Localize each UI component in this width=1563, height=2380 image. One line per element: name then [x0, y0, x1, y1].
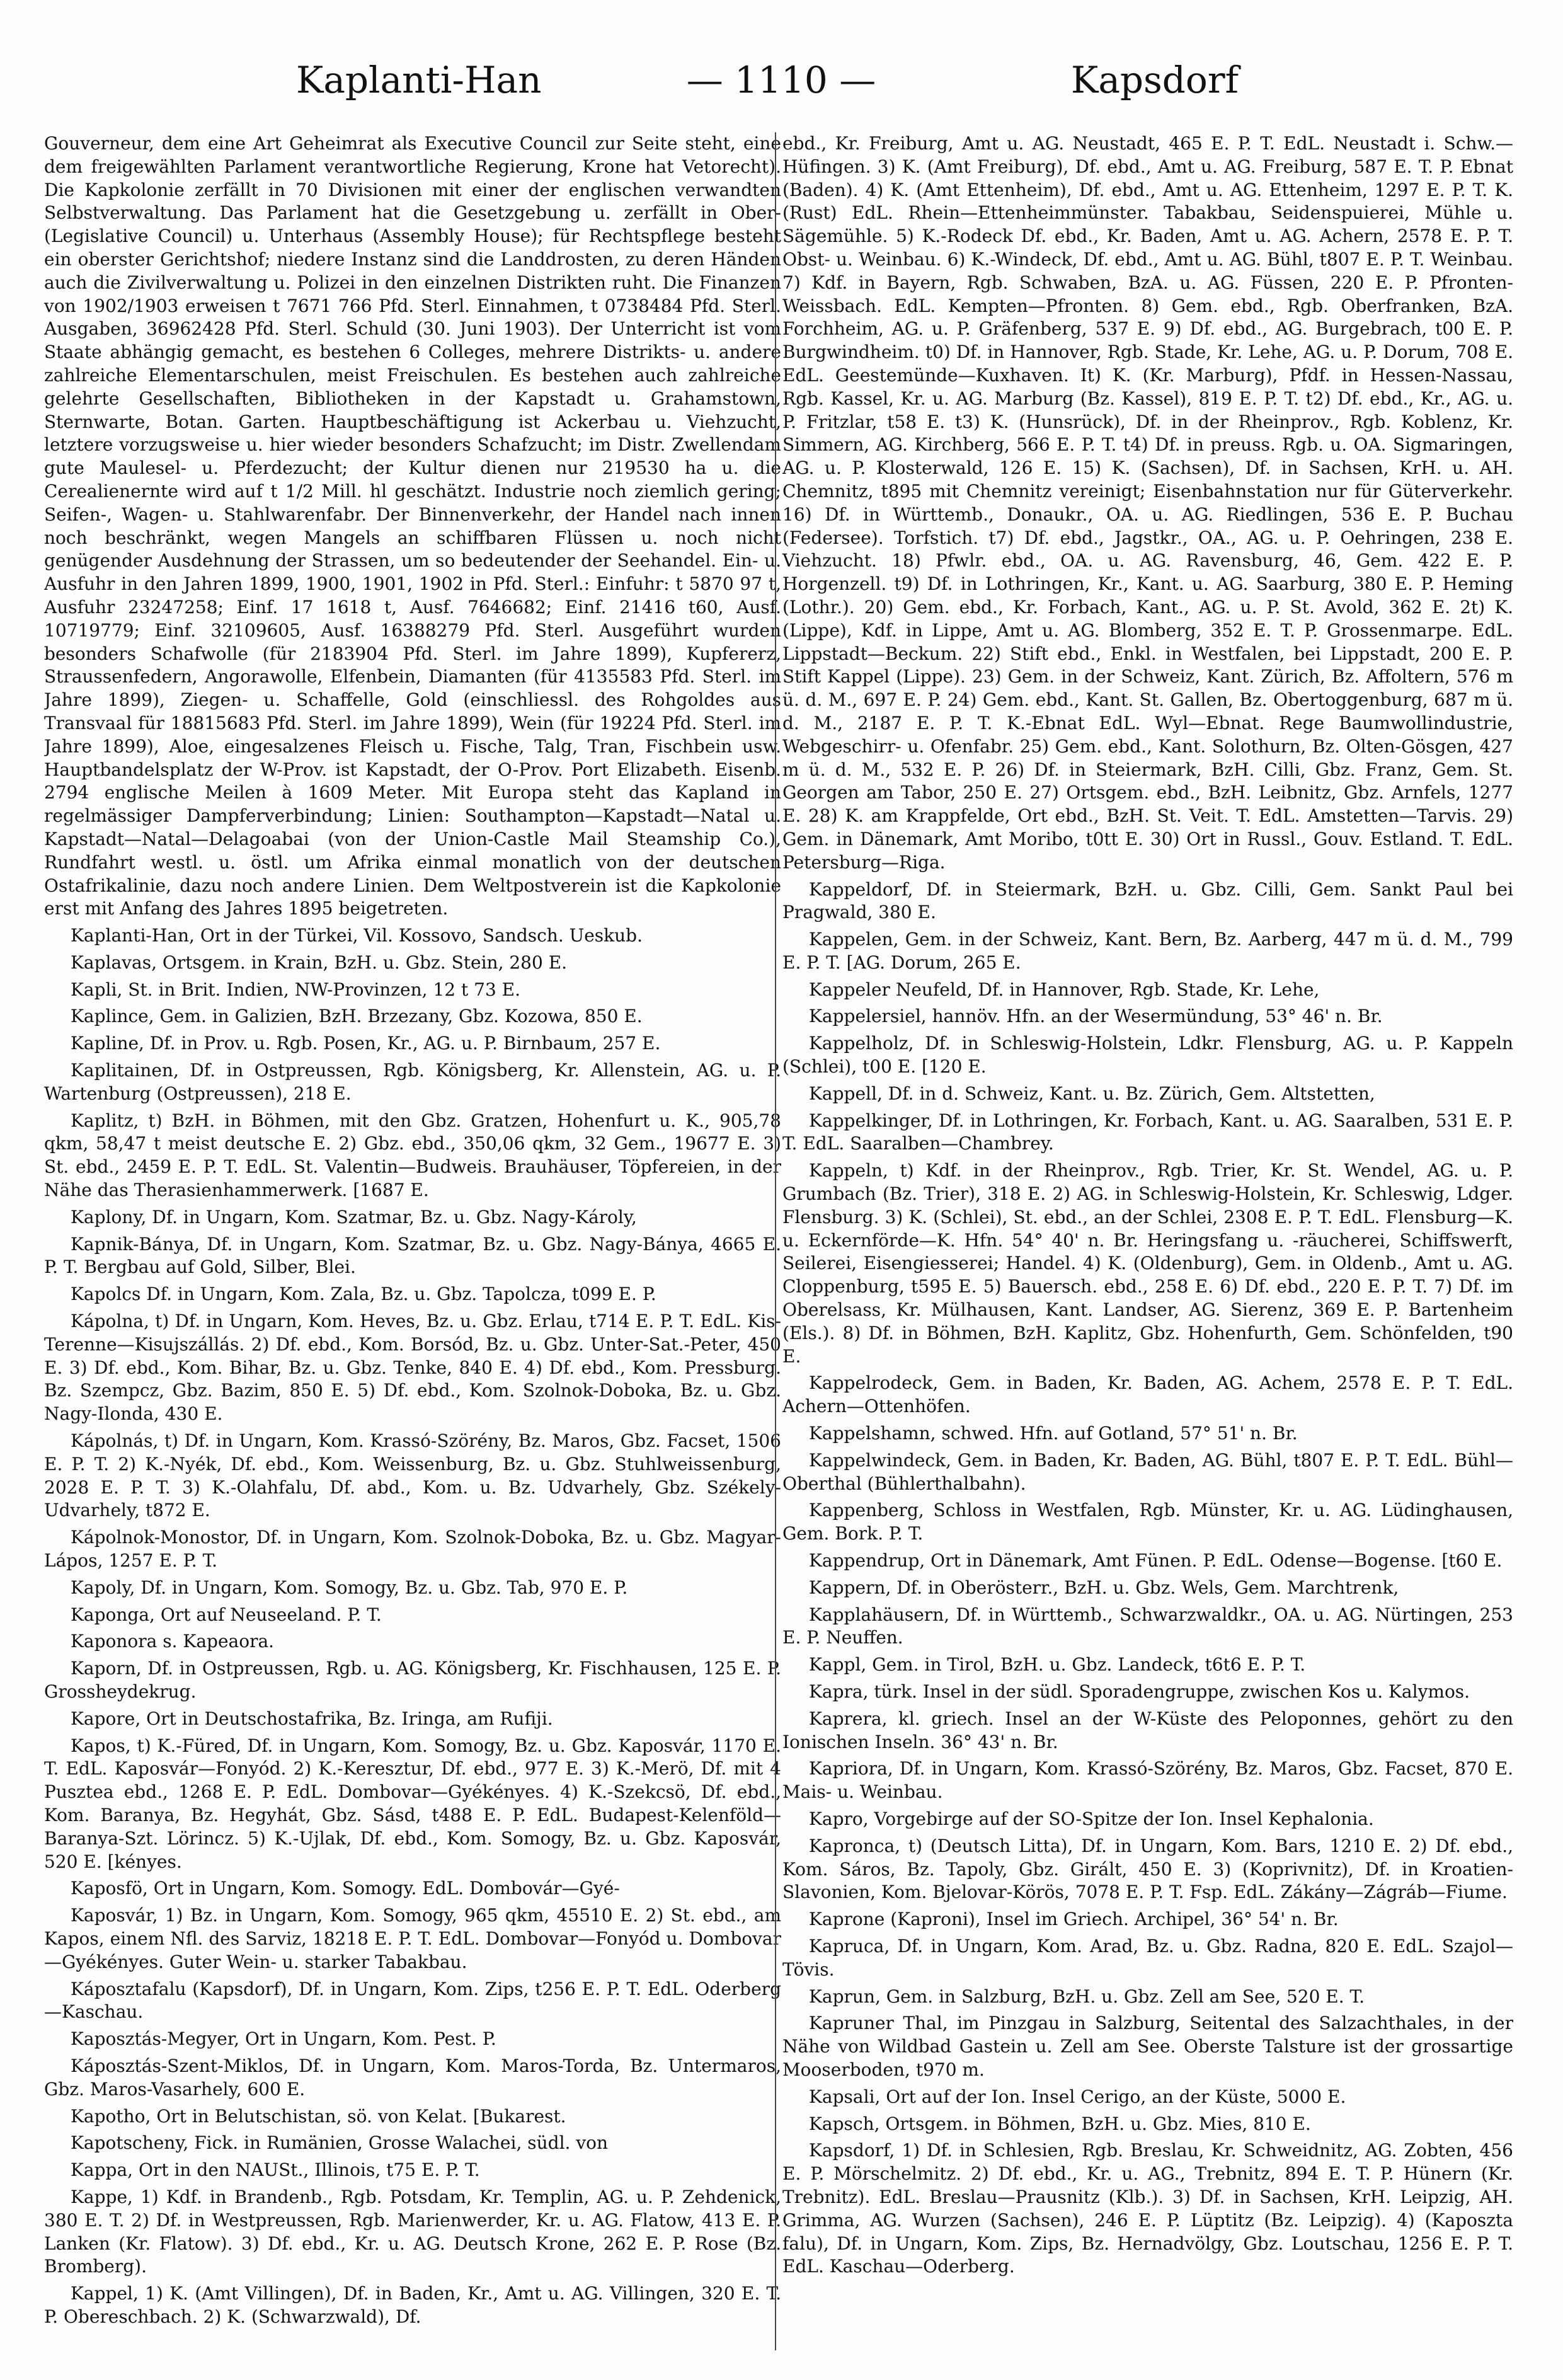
left-column: [44, 132, 781, 2350]
entry-paragraph: Kappel, 1) K. (Amt Villingen), Df. in Baden, Kr., Amt u. AG. Villingen, 320 E. T. P. Obereschbach. 2) K. (Schwarzwald), Df.: [44, 2283, 781, 2327]
entry-paragraph: Kappl, Gem. in Tirol, BzH. u. Gbz. Landeck, t6t6 E. P. T.: [809, 1654, 1306, 1676]
entry-paragraph: Kapsali, Ort auf der Ion. Insel Cerigo, an der Küste, 5000 E.: [809, 2086, 1346, 2107]
entry-paragraph: Kapotho, Ort in Belutschistan, sö. von Kelat. [Bukarest.: [71, 2105, 566, 2127]
entry-paragraph: Kaplavas, Ortsgem. in Krain, BzH. u. Gbz. Stein, 280 E.: [71, 951, 568, 973]
entry-paragraph: Kápolna, t) Df. in Ungarn, Kom. Heves, Bz. u. Gbz. Erlau, t714 E. P. T. EdL. Kis-Terenne—Kisujszállás. 2) Df. ebd., Kom. Borsód, Bz. u. Gbz. Unter-Sat.-Peter, 450 E. 3) Df. ebd., Kom. Bihar, Bz. u. Gbz. Tenke, 840 E. 4) Df. ebd., Kom. Pressburg. Bz. Szempcz, Gbz. Bazim, 850 E. 5) Df. ebd., Kom. Szolnok-Doboka, Bz. u. Gbz. Nagy-Ilonda, 430 E.: [44, 1311, 781, 1425]
entry-paragraph: Kappendrup, Ort in Dänemark, Amt Fünen. P. EdL. Odense—Bogense. [t60 E.: [809, 1550, 1503, 1572]
entry-paragraph: Kaposvár, 1) Bz. in Ungarn, Kom. Somogy, 965 qkm, 45510 E. 2) St. ebd., am Kapos, einem Nfl. des Sarviz, 18218 E. P. T. EdL. Dombovar—Fonyód u. Dombovar—Gyékényes. Guter Wein- u. starker Tabakbau.: [44, 1905, 781, 1972]
right-column: [775, 132, 1513, 2350]
entry-paragraph: Kapronca, t) (Deutsch Litta), Df. in Ungarn, Kom. Bars, 1210 E. 2) Df. ebd., Kom. Sáros, Bz. Tapoly, Gbz. Girált, 450 E. 3) (Koprivnitz), Df. in Kroatien-Slavonien, Kom. Bjelovar-Körös, 7078 E. P. T. Fsp. EdL. Zákány—Zágráb—Fiume.: [782, 1835, 1513, 1903]
entry-paragraph: Kaplanti-Han, Ort in der Türkei, Vil. Kossovo, Sandsch. Ueskub.: [71, 925, 643, 946]
entry-paragraph: Kaprun, Gem. in Salzburg, BzH. u. Gbz. Zell am See, 520 E. T.: [809, 1986, 1365, 2007]
entry-paragraph: Kápolnás, t) Df. in Ungarn, Kom. Krassó-Szörény, Bz. Maros, Gbz. Facset, 1506 E. P. T. 2) K.-Nyék, Df. ebd., Kom. Weissenburg, Bz. u. Gbz. Stuhlweissenburg, 2028 E. P. T. 3) K.-Olahfalu, Df. abd., Kom. u. Bz. Udvarhely, Gbz. Székely-Udvarhely, t872 E.: [44, 1430, 781, 1521]
entry-paragraph: Kaponora s. Kapeaora.: [71, 1631, 275, 1652]
entry-paragraph: Kaporn, Df. in Ostpreussen, Rgb. u. AG. Königsberg, Kr. Fischhausen, 125 E. P. Grossheydekrug.: [44, 1658, 781, 1702]
entry-paragraph: Kaprera, kl. griech. Insel an der W-Küste des Peloponnes, gehört zu den Ionischen Inseln. 36° 43' n. Br.: [782, 1708, 1513, 1752]
entry-paragraph: Kappeldorf, Df. in Steiermark, BzH. u. Gbz. Cilli, Gem. Sankt Paul bei Pragwald, 380 E.: [782, 878, 1513, 923]
entry-paragraph: Kappeler Neufeld, Df. in Hannover, Rgb. Stade, Kr. Lehe,: [809, 979, 1320, 1000]
entry-paragraph: Kaprone (Kaproni), Insel im Griech. Archipel, 36° 54' n. Br.: [809, 1909, 1339, 1930]
entry-paragraph: Káposztafalu (Kapsdorf), Df. in Ungarn, Kom. Zips, t256 E. P. T. EdL. Oderberg—Kaschau.: [44, 1978, 781, 2023]
entry-paragraph: Kappelrodeck, Gem. in Baden, Kr. Baden, AG. Achem, 2578 E. P. T. EdL. Achern—Ottenhöfen.: [782, 1372, 1513, 1417]
running-head-right: Kapsdorf: [1071, 59, 1239, 101]
entry-paragraph: Kappelwindeck, Gem. in Baden, Kr. Baden, AG. Bühl, t807 E. P. T. EdL. Bühl—Oberthal (Bühlerthalbahn).: [782, 1449, 1513, 1494]
entry-paragraph: Kápolnok-Monostor, Df. in Ungarn, Kom. Szolnok-Doboka, Bz. u. Gbz. Magyar-Lápos, 1257 E. P. T.: [44, 1527, 781, 1572]
entry-paragraph: Gouverneur, dem eine Art Geheimrat als Executive Council zur Seite steht, eine dem freigewählten Parlament verantwortliche Regierung, Krone hat Vetorecht). Die Kapkolonie zerfällt in 70 Divisionen mit einer der englischen verwandten Selbstverwaltung. Das Parlament hat die Gesetzgebung u. zerfällt in Ober- (Legislative Council) u. Unterhaus (Assembly House); für Rechtspflege besteht ein oberster Gerichtshof; niedere Instanz sind die Landdrosten, zu deren Händen auch die Zivilverwaltung u. Polizei in den einzelnen Distrikten ruht. Die Finanzen von 1902/1903 erweisen t 7671 766 Pfd. Sterl. Einnahmen, t 0738484 Pfd. Sterl. Ausgaben, 36962428 Pfd. Sterl. Schuld (30. Juni 1903). Der Unterricht ist vom Staate abhängig gemacht, es bestehen 6 Colleges, mehrere Distrikts- u. andere zahlreiche Elementarschulen, meist Freischulen. Es bestehen auch zahlreiche gelehrte Gesellschaften, Bibliotheken in der Kapstadt u. Grahamstown, Sternwarte, Botan. Garten. Hauptbeschäftigung ist Ackerbau u. Viehzucht, letztere vorzugsweise u. hier wieder besonders Schafzucht; im Distr. Zwellendam gute Maulesel- u. Pferdezucht; der Kultur dienen nur 219530 ha u. die Cerealienernte wird auf t 1/2 Mill. hl geschätzt. Industrie noch ziemlich gering; Seifen-, Wagen- u. Stahlwarenfabr. Der Binnenverkehr, der Handel nach innen noch beschränkt, wegen Mangels an schiffbaren Flüssen u. noch nicht genügender Ausdehnung der Strassen, um so bedeutender der Seehandel. Ein- u. Ausfuhr in den Jahren 1899, 1900, 1901, 1902 in Pfd. Sterl.: Einfuhr: t 5870 97 t, Ausfuhr 23247258; Einf. 17 1618 t, Ausf. 7646682; Einf. 21416 t60, Ausf. 10719779; Einf. 32109605, Ausf. 16388279 Pfd. Sterl. Ausgeführt wurden besonders Schafwolle (für 2183904 Pfd. Sterl. im Jahre 1899), Kupfererz, Straussenfedern, Angorawolle, Elfenbein, Diamanten (für 4135583 Pfd. Sterl. im Jahre 1899), Ziegen- u. Schaffelle, Gold (einschliessl. des Rohgoldes aus Transvaal für 18815683 Pfd. Sterl. im Jahre 1899), Wein (für 19224 Pfd. Sterl. im Jahre 1899), Aloe, eingesalzenes Fleisch u. Fische, Talg, Tran, Fischbein usw. Hauptbandelsplatz der W-Prov. ist Kapstadt, der O-Prov. Port Elizabeth. Eisenb. 2794 englische Meilen à 1609 Meter. Mit Europa steht das Kapland in regelmässiger Dampferverbindung; Linien: Southampton—Kapstadt—Natal u. Kapstadt—Natal—Delagoabai (von der Union-Castle Mail Steamship Co.), Rundfahrt westl. u. östl. um Afrika einmal monatlich von der deutschen Ostafrikalinie, dazu noch andere Linien. Dem Weltpostverein ist die Kapkolonie erst mit Anfang des Jahres 1895 beigetreten.: [44, 133, 781, 919]
entry-paragraph: Kappern, Df. in Oberösterr., BzH. u. Gbz. Wels, Gem. Marchtrenk,: [809, 1577, 1399, 1598]
entry-paragraph: Kappe, 1) Kdf. in Brandenb., Rgb. Potsdam, Kr. Templin, AG. u. P. Zehdenick, 380 E. T. 2) Df. in Westpreussen, Rgb. Marienwerder, Kr. u. AG. Flatow, 413 E. P. Lanken (Kr. Flatow). 3) Df. ebd., Kr. u. AG. Deutsch Krone, 262 E. P. Rose (Bz. Bromberg).: [44, 2186, 781, 2277]
entry-paragraph: Kappell, Df. in d. Schweiz, Kant. u. Bz. Zürich, Gem. Altstetten,: [809, 1083, 1375, 1104]
entry-paragraph: Kapli, St. in Brit. Indien, NW-Provinzen, 12 t 73 E.: [71, 979, 521, 1000]
entry-paragraph: Kappa, Ort in den NAUSt., Illinois, t75 E. P. T.: [71, 2159, 480, 2181]
entry-paragraph: Kappelen, Gem. in der Schweiz, Kant. Bern, Bz. Aarberg, 447 m ü. d. M., 799 E. P. T. [AG. Dorum, 265 E.: [782, 929, 1513, 973]
entry-paragraph: Kapsch, Ortsgem. in Böhmen, BzH. u. Gbz. Mies, 810 E.: [809, 2113, 1311, 2134]
entry-paragraph: Kapriora, Df. in Ungarn, Kom. Krassó-Szörény, Bz. Maros, Gbz. Facset, 870 E. Mais- u. Weinbau.: [782, 1758, 1513, 1803]
entry-paragraph: Kapsdorf, 1) Df. in Schlesien, Rgb. Breslau, Kr. Schweidnitz, AG. Zobten, 456 E. P. Mörschelmitz. 2) Df. ebd., Kr. u. AG., Trebnitz, 894 E. T. P. Hünern (Kr. Trebnitz). EdL. Breslau—Prausnitz (Klb.). 3) Df. in Sachsen, KrH. Leipzig, AH. Grimma, AG. Wurzen (Sachsen), 246 E. P. Lüptitz (Bz. Leipzig). 4) (Kaposzta falu), Df. in Ungarn, Kom. Zips, Bz. Hernadvölgy, Gbz. Loutschau, 1256 E. P. T. EdL. Kaschau—Oderberg.: [782, 2140, 1513, 2277]
entry-paragraph: Kappenberg, Schloss in Westfalen, Rgb. Münster, Kr. u. AG. Lüdinghausen, Gem. Bork. P. T.: [782, 1500, 1513, 1544]
entry-paragraph: Kaposztás-Megyer, Ort in Ungarn, Kom. Pest. P.: [71, 2028, 496, 2050]
entry-paragraph: Kaplony, Df. in Ungarn, Kom. Szatmar, Bz. u. Gbz. Nagy-Károly,: [71, 1206, 637, 1227]
entry-paragraph: Kaposfö, Ort in Ungarn, Kom. Somogy. EdL. Dombovár—Gyé-: [71, 1878, 620, 1899]
entry-paragraph: Kapoly, Df. in Ungarn, Kom. Somogy, Bz. u. Gbz. Tab, 970 E. P.: [71, 1577, 628, 1598]
entry-paragraph: Kapolcs Df. in Ungarn, Kom. Zala, Bz. u. Gbz. Tapolcza, t099 E. P.: [71, 1284, 656, 1305]
entry-paragraph: Kapra, türk. Insel in der südl. Sporadengruppe, zwischen Kos u. Kalymos.: [809, 1681, 1470, 1702]
entry-paragraph: Kaplitz, t) BzH. in Böhmen, mit den Gbz. Gratzen, Hohenfurt u. K., 905,78 qkm, 58,47 t meist deutsche E. 2) Gbz. ebd., 350,06 qkm, 32 Gem., 19677 E. 3) St. ebd., 2459 E. P. T. EdL. St. Valentin—Budweis. Brauhäuser, Töpfereien, in der Nähe das Therasienhammerwerk. [1687 E.: [44, 1110, 781, 1201]
entry-paragraph: Kapruca, Df. in Ungarn, Kom. Arad, Bz. u. Gbz. Radna, 820 E. EdL. Szajol—Tövis.: [782, 1935, 1513, 1980]
entry-paragraph: Kapro, Vorgebirge auf der SO-Spitze der Ion. Insel Kephalonia.: [809, 1808, 1374, 1829]
running-head-left: Kaplanti-Han: [296, 59, 542, 101]
entry-paragraph: Kaplitainen, Df. in Ostpreussen, Rgb. Königsberg, Kr. Allenstein, AG. u. P. Wartenburg (Ostpreussen), 218 E.: [44, 1060, 781, 1104]
entry-paragraph: Kapotscheny, Fick. in Rumänien, Grosse Walachei, südl. von: [71, 2132, 609, 2154]
entry-paragraph: Kapruner Thal, im Pinzgau in Salzburg, Seitental des Salzachthales, in der Nähe von Wildbad Gastein u. Zell am See. Oberste Talsture ist der grossartige Mooserboden, t970 m.: [782, 2013, 1513, 2080]
entry-paragraph: Kapnik-Bánya, Df. in Ungarn, Kom. Szatmar, Bz. u. Gbz. Nagy-Bánya, 4665 E. P. T. Bergbau auf Gold, Silber, Blei.: [44, 1233, 781, 1278]
entry-paragraph: ebd., Kr. Freiburg, Amt u. AG. Neustadt, 465 E. P. T. EdL. Neustadt i. Schw.—Hüfingen. 3) K. (Amt Freiburg), Df. ebd., Amt u. AG. Freiburg, 587 E. T. P. Ebnat (Baden). 4) K. (Amt Ettenheim), Df. ebd., Amt u. AG. Ettenheim, 1297 E. P. T. K. (Rust) EdL. Rhein—Ettenheimmünster. Tabakbau, Seidenspuierei, Mühle u. Sägemühle. 5) K.-Rodeck Df. ebd., Kr. Baden, Amt u. AG. Achern, 2578 E. P. T. Obst- u. Weinbau. 6) K.-Windeck, Df. ebd., Amt u. AG. Bühl, t807 E. P. T. Weinbau. 7) Kdf. in Bayern, Rgb. Schwaben, BzA. u. AG. Füssen, 220 E. P. Pfronten-Weissbach. EdL. Kempten—Pfronten. 8) Gem. ebd., Rgb. Oberfranken, BzA. Forchheim, AG. u. P. Gräfenberg, 537 E. 9) Df. ebd., AG. Burgebrach, t00 E. P. Burgwindheim. t0) Df. in Hannover, Rgb. Stade, Kr. Lehe, AG. u. P. Dorum, 708 E. EdL. Geestemünde—Kuxhaven. It) K. (Kr. Marburg), Pfdf. in Hessen-Nassau, Rgb. Kassel, Kr. u. AG. Marburg (Bz. Kassel), 819 E. P. T. t2) Df. ebd., Kr., AG. u. P. Fritzlar, t58 E. t3) K. (Hunsrück), Df. in der Rheinprov., Rgb. Koblenz, Kr. Simmern, AG. Kirchberg, 566 E. P. T. t4) Df. in preuss. Rgb. u. OA. Sigmaringen, AG. u. P. Klosterwald, 126 E. 15) K. (Sachsen), Df. in Sachsen, KrH. u. AH. Chemnitz, t895 mit Chemnitz vereinigt; Eisenbahnstation nur für Güterverkehr. 16) Df. in Württemb., Donaukr., OA. u. AG. Riedlingen, 536 E. P. Buchau (Federsee). Torfstich. t7) Df. ebd., Jagstkr., OA., AG. u. P. Oehringen, 238 E. Viehzucht. 18) Pfwlr. ebd., OA. u. AG. Ravensburg, 46, Gem. 422 E. P. Horgenzell. t9) Df. in Lothringen, Kr., Kant. u. AG. Saarburg, 380 E. P. Heming (Lothr.). 20) Gem. ebd., Kr. Forbach, Kant., AG. u. P. St. Avold, 362 E. 2t) K. (Lippe), Kdf. in Lippe, Amt u. AG. Blomberg, 352 E. T. P. Grossenmarpe. EdL. Lippstadt—Beckum. 22) Stift ebd., Enkl. in Westfalen, bei Lippstadt, 200 E. P. Stift Kappel (Lippe). 23) Gem. in der Schweiz, Kant. Zürich, Bz. Affoltern, 576 m ü. d. M., 697 E. P. 24) Gem. ebd., Kant. St. Gallen, Bz. Obertoggenburg, 687 m ü. d. M., 2187 E. P. T. K.-Ebnat EdL. Wyl—Ebnat. Rege Baumwollindustrie, Webgeschirr- u. Ofenfabr. 25) Gem. ebd., Kant. Solothurn, Bz. Olten-Gösgen, 427 m ü. d. M., 532 E. P. 26) Df. in Steiermark, BzH. Cilli, Gbz. Franz, Gem. St. Georgen am Tabor, 250 E. 27) Ortsgem. ebd., BzH. Leibnitz, Gbz. Arnfels, 1277 E. 28) K. am Krappfelde, Ort ebd., BzH. St. Veit. T. EdL. Amstetten—Tarvis. 29) Gem. in Dänemark, Amt Moribo, t0tt E. 30) Ort in Russl., Gouv. Estland. T. EdL. Petersburg—Riga.: [782, 133, 1513, 873]
entry-paragraph: Kappelshamn, schwed. Hfn. auf Gotland, 57° 51' n. Br.: [809, 1423, 1298, 1444]
entry-paragraph: Kappelkinger, Df. in Lothringen, Kr. Forbach, Kant. u. AG. Saaralben, 531 E. P. T. EdL. Saaralben—Chambrey.: [782, 1110, 1513, 1154]
entry-paragraph: Kapplahäusern, Df. in Württemb., Schwarzwaldkr., OA. u. AG. Nürtingen, 253 E. P. Neuffen.: [782, 1604, 1513, 1648]
entry-paragraph: Kappelersiel, hannöv. Hfn. an der Wesermündung, 53° 46' n. Br.: [809, 1006, 1383, 1027]
entry-paragraph: Kappeln, t) Kdf. in der Rheinprov., Rgb. Trier, Kr. St. Wendel, AG. u. P. Grumbach (Bz. Trier), 318 E. 2) AG. in Schleswig-Holstein, Kr. Schleswig, Ldger. Flensburg. 3) K. (Schlei), St. ebd., an der Schlei, 2308 E. P. T. EdL. Flensburg—K. u. Eckernförde—K. Hfn. 54° 40' n. Br. Heringsfang u. -räucherei, Schiffswerft, Seilerei, Eisengiesserei; Handel. 4) K. (Oldenburg), Gem. in Oldenb., Amt u. AG. Cloppenburg, t595 E. 5) Bauersch. ebd., 258 E. 6) Df. ebd., 220 E. P. T. 7) Df. im Oberelsass, Kr. Mülhausen, Kant. Landser, AG. Sierenz, 369 E. P. Bartenheim (Els.). 8) Df. in Böhmen, BzH. Kaplitz, Gbz. Hohenfurth, Gem. Schönfelden, t90 E.: [782, 1160, 1513, 1367]
entry-paragraph: Káposztás-Szent-Miklos, Df. in Ungarn, Kom. Maros-Torda, Bz. Untermaros, Gbz. Maros-Vasarhely, 600 E.: [44, 2055, 781, 2100]
entry-paragraph: Kapore, Ort in Deutschostafrika, Bz. Iringa, am Rufiji.: [71, 1708, 553, 1729]
page-number: — 1110 —: [686, 59, 876, 101]
entry-paragraph: Kapline, Df. in Prov. u. Rgb. Posen, Kr., AG. u. P. Birnbaum, 257 E.: [71, 1033, 661, 1054]
entry-paragraph: Kaponga, Ort auf Neuseeland. P. T.: [71, 1604, 382, 1625]
entry-paragraph: Kappelholz, Df. in Schleswig-Holstein, Ldkr. Flensburg, AG. u. P. Kappeln (Schlei), t00 E. [120 E.: [782, 1033, 1513, 1078]
entry-paragraph: Kaplince, Gem. in Galizien, BzH. Brzezany, Gbz. Kozowa, 850 E.: [71, 1006, 643, 1027]
entry-paragraph: Kapos, t) K.-Füred, Df. in Ungarn, Kom. Somogy, Bz. u. Gbz. Kaposvár, 1170 E. T. EdL. Kaposvár—Fonyód. 2) K.-Keresztur, Df. ebd., 977 E. 3) K.-Merö, Df. mit 4 Pusztea ebd., 1268 E. P. EdL. Dombovar—Gyékényes. 4) K.-Szekcsö, Df. ebd., Kom. Baranya, Bz. Hegyhát, Gbz. Sásd, t488 E. P. EdL. Budapest-Kelenföld—Baranya-Szt. Lörincz. 5) K.-Ujlak, Df. ebd., Kom. Somogy, Bz. u. Gbz. Kaposvár, 520 E. [kényes.: [44, 1735, 781, 1872]
